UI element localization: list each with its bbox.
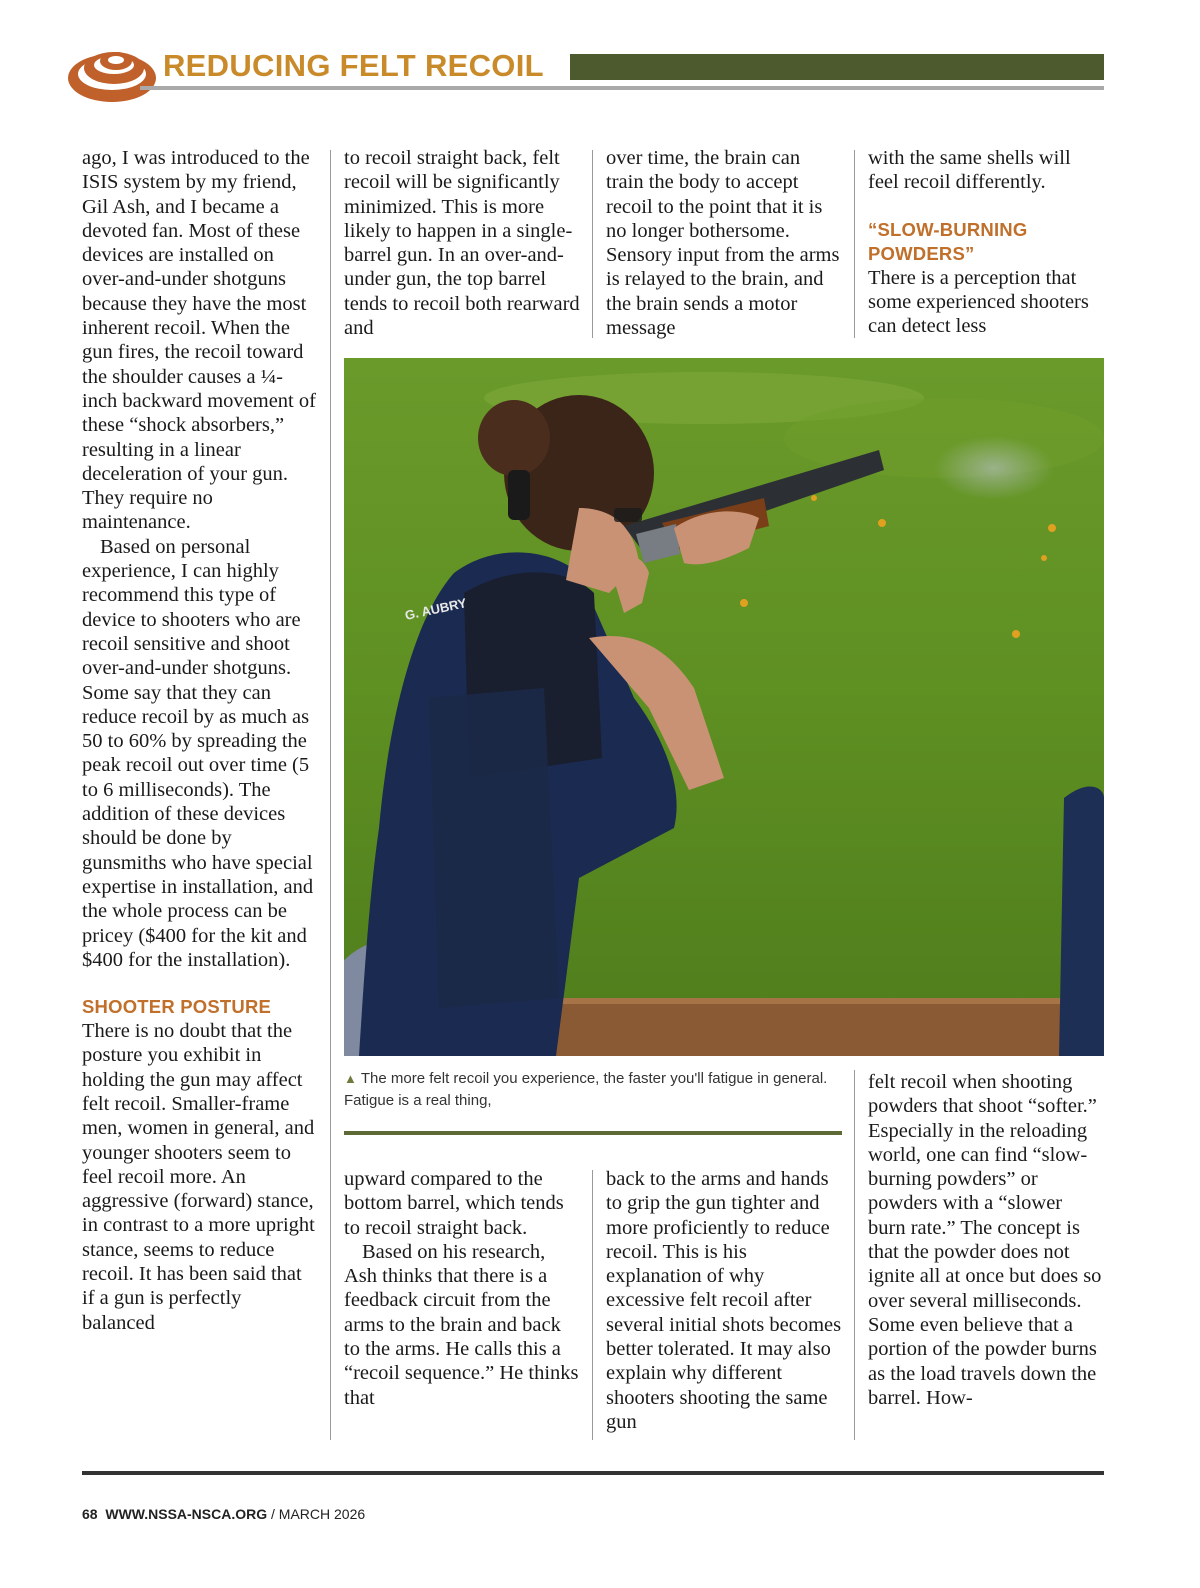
page-footer	[82, 1506, 365, 1522]
column-4-top	[868, 146, 1104, 338]
section-title: REDUCING FELT RECOIL	[163, 48, 544, 83]
page-number: 68	[82, 1506, 98, 1522]
body-paragraph: back to the arms and hands to grip the gun tighter and more proficiently to reduce recoil. This is his explanation of why excessive felt recoil after several initial shots becomes better tolerated. It may also explain why different shooters shooting the same gun	[606, 1168, 842, 1433]
body-paragraph: ago, I was introduced to the ISIS system by my friend, Gil Ash, and I became a devoted fan. Most of these devices are installed on over-and-under shotguns because they have the most inherent recoil. When the gun fires, the recoil toward the shoulder causes a ¼-inch backward movement of these “shock absorbers,” resulting in a linear deceleration of your gun. They require no maintenance.	[82, 147, 316, 534]
subhead-shooter-posture: SHOOTER POSTURE	[82, 996, 272, 1018]
column-3-bottom	[606, 1167, 842, 1434]
body-paragraph: felt recoil when shooting powders that shoot “softer.” Especially in the reloading world, one can find “slow-burning powders” or powders with a “slower burn rate.” The concept is that the powder does not ignite all at once but does so over several milliseconds. Some even believe that a portion of the powder burns as the load travels down the barrel. How-	[868, 1071, 1102, 1409]
body-paragraph: Based on his research, Ash thinks that there is a feedback circuit from the arms to the brain and back to the arms. He calls this a “recoil sequence.” He thinks that	[344, 1240, 579, 1409]
caption-text: The more felt recoil you experience, the faster you'll fatigue in general. Fatigue is a real thing,	[344, 1070, 828, 1109]
body-paragraph: There is no doubt that the posture you exhibit in holding the gun may affect felt recoil. Smaller-frame men, women in general, and younger shooters seem to feel recoil more. An aggressive (forward) stance, in contrast to a more upright stance, seems to reduce recoil. It has been said that if a gun is perfectly balanced	[82, 1020, 315, 1334]
column-1	[82, 146, 316, 1335]
column-divider	[592, 150, 593, 338]
caption-rule	[344, 1131, 842, 1135]
body-paragraph: to recoil straight back, felt recoil will be significantly minimized. This is more likely to happen in a single-barrel gun. In an over-and-under gun, the top barrel tends to recoil both rearward and	[344, 147, 580, 340]
photo-caption	[344, 1068, 844, 1112]
column-4-bottom	[868, 1070, 1104, 1410]
header-bar	[570, 54, 1104, 80]
body-paragraph: There is a perception that some experienced shooters can detect less	[868, 266, 1089, 338]
footer-separator: /	[271, 1506, 275, 1522]
column-2-top	[344, 146, 580, 340]
body-paragraph: Based on personal experience, I can highly recommend this type of device to shooters who are recoil sensitive and shoot over-and-under shotguns. Some say that they can reduce recoil by as much as 50 to 60% by spreading the peak recoil out over time (5 to 6 milliseconds). The addition of these devices should be done by gunsmiths who have special expertise in installation, and the whole process can be pricey ($400 for the kit and $400 for the installation).	[82, 535, 314, 971]
subhead-slow-burning-powders: “SLOW-BURNING POWDERS”	[868, 218, 1028, 264]
body-paragraph: over time, the brain can train the body to accept recoil to the point that it is no longer bothersome. Sensory input from the arms is relayed to the brain, and the brain sends a motor message	[606, 147, 840, 340]
column-2-bottom	[344, 1167, 580, 1410]
column-divider	[330, 150, 331, 1440]
website-link[interactable]: WWW.NSSA-NSCA.ORG	[105, 1506, 268, 1522]
shooter-photo	[344, 358, 1104, 1056]
column-divider	[592, 1170, 593, 1440]
column-divider	[854, 150, 855, 338]
vest-name-text: G. AUBRY	[403, 595, 468, 623]
column-3-top	[606, 146, 842, 340]
footer-rule	[82, 1471, 1104, 1475]
triangle-up-icon: ▲	[344, 1071, 357, 1086]
body-paragraph: with the same shells will feel recoil differently.	[868, 147, 1071, 194]
header-rule	[140, 86, 1104, 90]
body-paragraph: upward compared to the bottom barrel, which tends to recoil straight back.	[344, 1168, 564, 1239]
clay-target-logo-icon	[66, 38, 158, 104]
issue-date: MARCH 2026	[278, 1506, 366, 1522]
column-divider	[854, 1070, 855, 1440]
